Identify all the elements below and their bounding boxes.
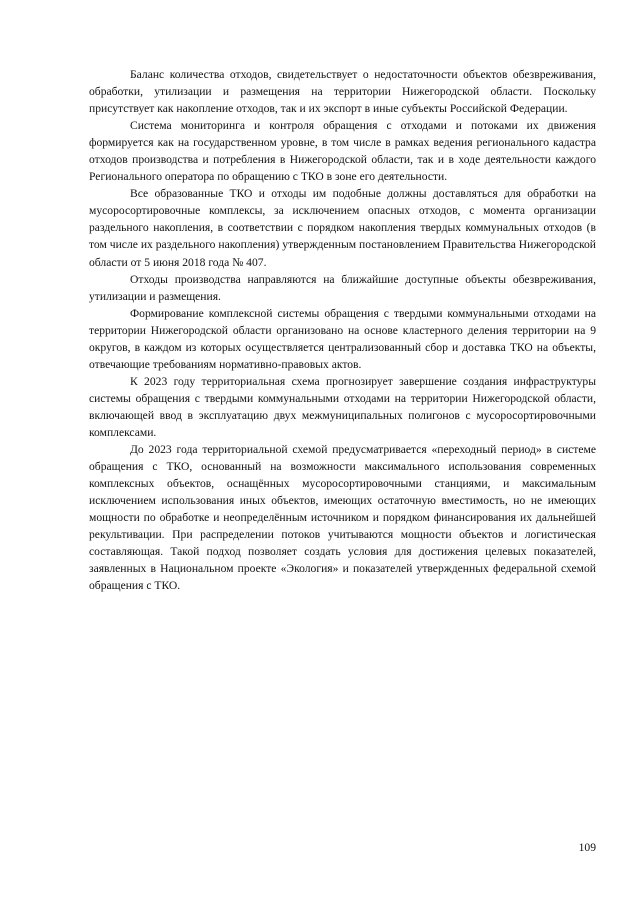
paragraph-waste-balance: Баланс количества отходов, свидетельствует о недостаточности объектов обезвреживания, обработки, утилизации и размещения на территории Нижегородской области. Поскольку присутствует как накопление отходов, так и их экспорт в иные субъекты Российской Федерации. xyxy=(89,68,596,116)
paragraph-tko-processing: Все образованные ТКО и отходы им подобные должны доставляться для обработки на мусоросортировочные комплексы, за исключением опасных отходов, с момента организации раздельного накопления, в соответствии с порядком накопления твердых коммунальных отходов (в том числе их раздельного накопления) утвержденным постановлением Правительства Нижегородской области от 5 июня 2018 года № 407. xyxy=(89,187,596,269)
paragraph-2023-forecast: К 2023 году территориальная схема прогнозирует завершение создания инфраструктуры системы обращения с твердыми коммунальными отходами на территории Нижегородской области, включающей ввод в эксплуатацию двух межмуниципальных полигонов с мусоросортировочными комплексами. xyxy=(89,374,596,439)
paragraph-transition-period: До 2023 года территориальной схемой предусматривается «переходный период» в системе обращения с ТКО, основанный на возможности максимального использования современных комплексных объектов, оснащённых мусоросортировочными станциями, и максимальным исключением использования иных объектов, имеющих остаточную вместимость, но не имеющих мощности по обработке и неопределённым источником и порядком финансирования их дальнейшей рекультивации. При распределении потоков учитываются мощности объектов и логистическая составляющая. Такой подход позволяет создать условия для достижения целевых показателей, заявленных в Национальном проекте «Экология» и показателей утвержденных федеральной схемой обращения с ТКО. xyxy=(89,443,596,593)
document-body xyxy=(89,66,596,594)
paragraph-production-waste: Отходы производства направляются на ближайшие доступные объекты обезвреживания, утилизации и размещения. xyxy=(89,272,596,303)
page-number: 109 xyxy=(578,841,596,854)
paragraph-cluster-system: Формирование комплексной системы обращения с твердыми коммунальными отходами на территории Нижегородской области организовано на основе кластерного деления территории на 9 округов, в каждом из которых осуществляется централизованный сбор и доставка ТКО на объекты, отвечающие требованиям нормативно-правовых актов. xyxy=(89,306,596,371)
paragraph-monitoring-system: Система мониторинга и контроля обращения с отходами и потоками их движения формируется как на государственном уровне, в том числе в рамках ведения регионального кадастра отходов производства и потребления в Нижегородской области, так и в ходе деятельности каждого Регионального оператора по обращению с ТКО в зоне его деятельности. xyxy=(89,119,596,184)
